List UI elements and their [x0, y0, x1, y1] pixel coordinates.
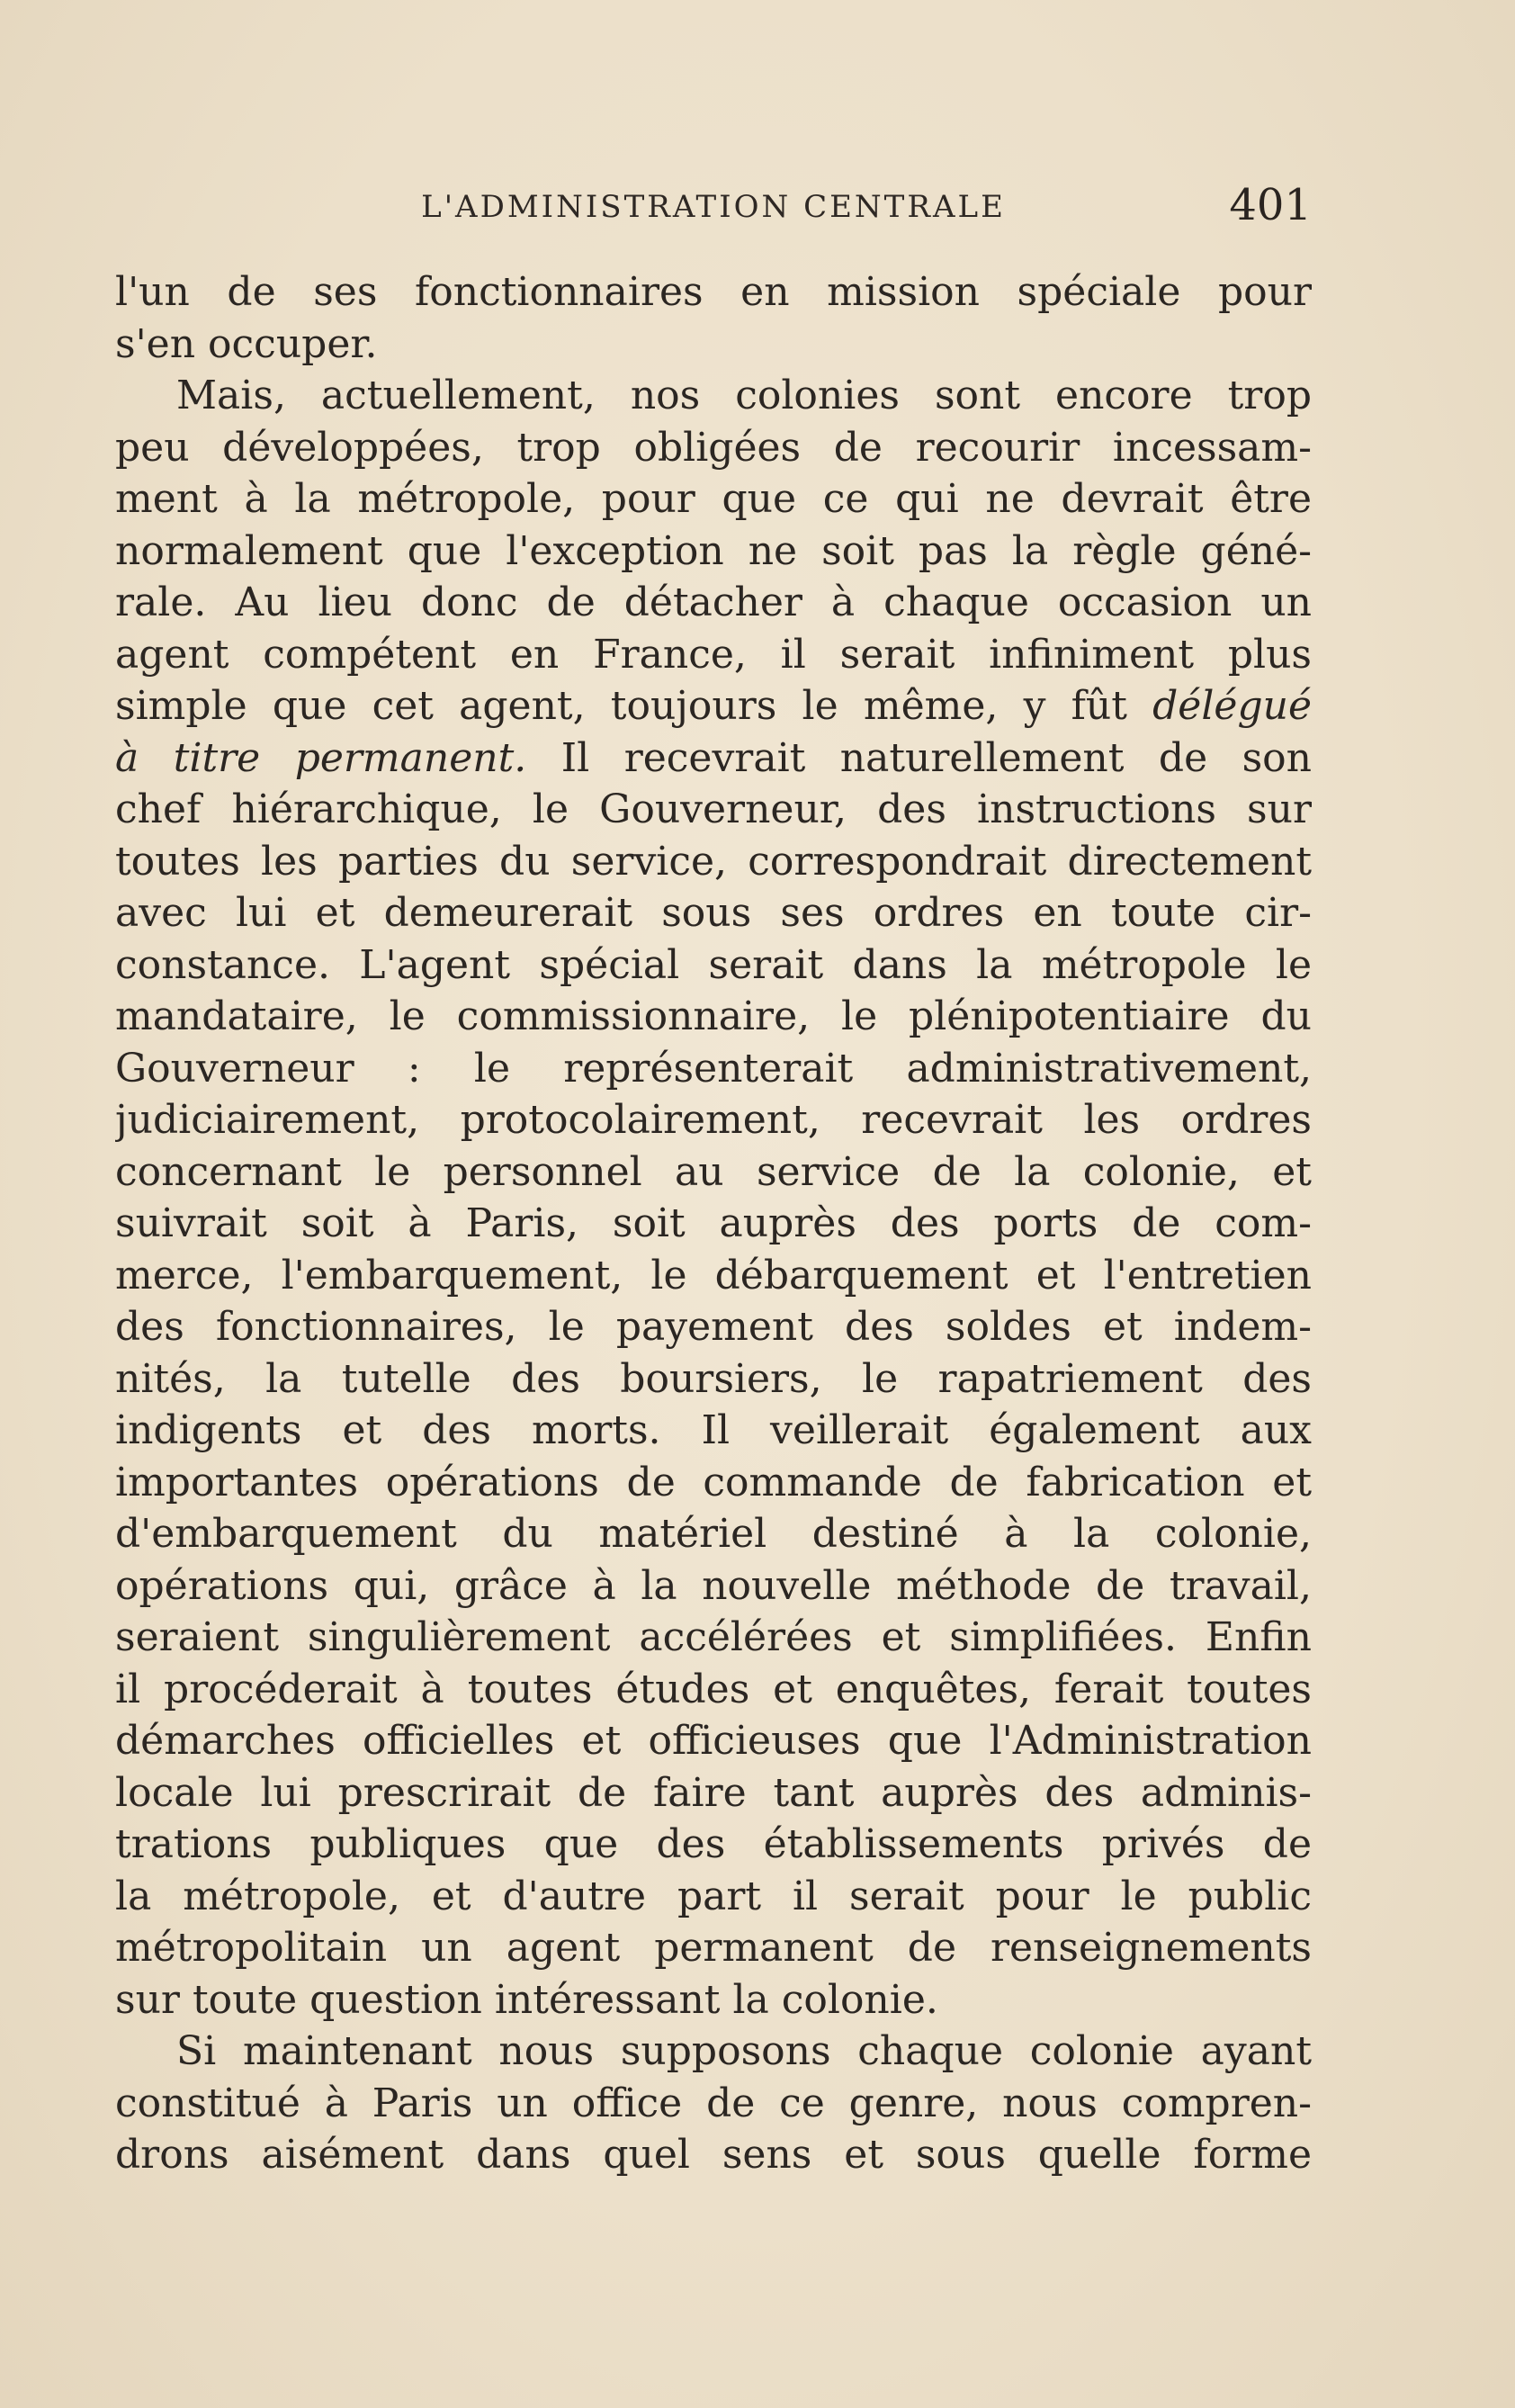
text-line: sur toute question intéressant la colonie. [115, 1976, 938, 2023]
text-line: toutes les parties du service, correspondrait directement [115, 838, 1312, 885]
text-line: judiciairement, protocolairement, recevrait les ordres [115, 1097, 1312, 1143]
body-text [115, 266, 1312, 2181]
text-line: il procéderait à toutes études et enquêtes, ferait toutes [115, 1666, 1312, 1712]
text-line: constitué à Paris un office de ce genre, nous compren- [115, 2080, 1312, 2126]
text-line: merce, l'embarquement, le débarquement et l'entretien [115, 1252, 1312, 1298]
italic-segment: à titre permanent. [115, 734, 527, 781]
running-head: L'ADMINISTRATION CENTRALE [421, 189, 1006, 225]
text-line: démarches officielles et officieuses que l'Administration [115, 1718, 1312, 1764]
text-line: mandataire, le commissionnaire, le plénipotentiaire du [115, 993, 1312, 1039]
text-line: drons aisément dans quel sens et sous quelle forme [115, 2132, 1312, 2178]
text-line: concernant le personnel au service de la colonie, et [115, 1148, 1312, 1195]
text-line: opérations qui, grâce à la nouvelle méthode de travail, [115, 1562, 1312, 1609]
page-number: 401 [1229, 180, 1312, 230]
paragraph-start-line: Mais, actuellement, nos colonies sont encore trop [176, 373, 1312, 418]
text-line: suivrait soit à Paris, soit auprès des ports de com- [115, 1200, 1312, 1246]
text-line-with-italic [115, 680, 1312, 732]
text-line: l'un de ses fonctionnaires en mission spéciale pour [115, 269, 1312, 315]
text-line: avec lui et demeurerait sous ses ordres en toute cir- [115, 890, 1312, 936]
text-line: peu développées, trop obligées de recourir incessam- [115, 424, 1312, 471]
text-line: seraient singulièrement accélérées et simplifiées. Enfin [115, 1614, 1312, 1660]
text-line: indigents et des morts. Il veillerait également aux [115, 1407, 1312, 1453]
text-line: nités, la tutelle des boursiers, le rapatriement des [115, 1355, 1312, 1402]
text-line-with-italic [115, 732, 1312, 785]
text-line: constance. L'agent spécial serait dans la métropole le [115, 941, 1312, 988]
page-header [115, 180, 1312, 243]
text-segment: simple que cet agent, toujours le même, y fût [115, 683, 1127, 729]
text-line: la métropole, et d'autre part il serait pour le public [115, 1873, 1312, 1919]
text-line: des fonctionnaires, le payement des soldes et indem- [115, 1304, 1312, 1350]
text-line: trations publiques que des établissements privés de [115, 1821, 1312, 1867]
paragraph-start-line: Si maintenant nous supposons chaque colonie ayant [176, 2028, 1312, 2074]
text-line: métropolitain un agent permanent de renseignements [115, 1925, 1312, 1971]
text-line: locale lui prescrirait de faire tant auprès des adminis- [115, 1769, 1312, 1816]
text-line: normalement que l'exception ne soit pas la règle géné- [115, 527, 1312, 574]
text-line: rale. Au lieu donc de détacher à chaque occasion un [115, 580, 1312, 625]
text-line: agent compétent en France, il serait infiniment plus [115, 631, 1312, 678]
text-line: d'embarquement du matériel destiné à la colonie, [115, 1511, 1312, 1557]
text-line: chef hiérarchique, le Gouverneur, des instructions sur [115, 786, 1312, 832]
text-segment: Il recevrait naturellement de son [560, 734, 1312, 781]
text-line: importantes opérations de commande de fabrication et [115, 1459, 1312, 1505]
text-line: Gouverneur : le représenterait administrativement, [115, 1045, 1312, 1092]
italic-segment: délégué [1152, 683, 1312, 729]
text-line: s'en occuper. [115, 320, 378, 367]
text-line: ment à la métropole, pour que ce qui ne devrait être [115, 476, 1312, 522]
